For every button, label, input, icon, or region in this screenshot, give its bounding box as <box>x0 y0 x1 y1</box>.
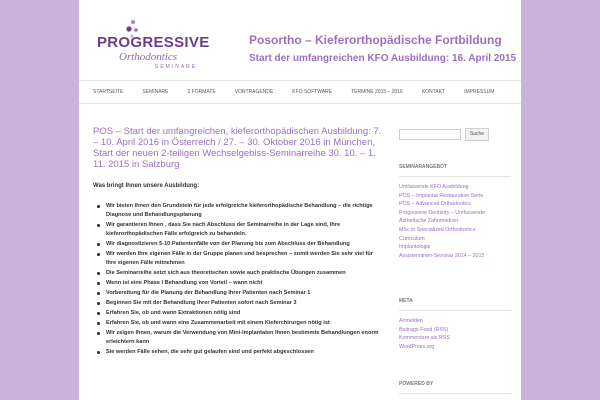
meta-widget-title: META <box>399 298 511 311</box>
list-item: Wir diagnostizieren 5-10 Patientenfälle von der Planung bis zum Abschluss der Behandlung <box>93 240 383 249</box>
list-item: Wenn ist eine Phase I Behandlung von Vorteil – wann nicht <box>93 279 383 288</box>
site-description: Start der umfangreichen KFO Ausbildung: 16. April 2015 <box>249 53 517 64</box>
list-item: Vorbereitung für die Planung der Behandlung Ihrer Patienten nach Seminar 1 <box>93 289 383 298</box>
meta-link[interactable]: Kommentare als RSS <box>399 335 450 342</box>
nav-item-kontakt[interactable]: KONTAKT <box>421 89 446 95</box>
list-item: Wir bieten Ihnen den Grundstein für jede erfolgreiche kieferorthopädische Behandlung – die richtige Diagnose und Behandlungsplanung <box>93 202 383 220</box>
page-container <box>79 0 521 400</box>
nav-item-startseite[interactable]: STARTSEITE <box>93 89 124 95</box>
benefits-list <box>93 202 383 358</box>
search-input[interactable] <box>399 129 461 140</box>
nav-item-seminare[interactable]: SEMINARE <box>142 89 169 95</box>
list-item: Erfahren Sie, ob und wann eine Zusammenarbeit mit einem Kieferchirurgen nötig ist <box>93 319 383 328</box>
powered-widget <box>399 381 511 400</box>
list-item: Erfahren Sie, ob und wann Extraktionen nötig sind <box>93 309 383 318</box>
nav-item-termine[interactable]: TERMINE 2015 – 2016 <box>351 89 403 95</box>
list-item: Wir zeigen Ihnen, warum die Verwendung von Mini-Implantaten Ihnen bestimmte Behandlungen enorm erleichtern kann <box>93 329 383 347</box>
nav-item-kfo-software[interactable]: KFO SOFTWARE <box>292 89 333 95</box>
meta-link[interactable]: Beitrags-Feed (RSS) <box>399 326 449 333</box>
nav-item-vortragende[interactable]: VORTRAGENDE <box>234 89 274 95</box>
sidebar-link[interactable]: Assistenninen-Seminar 2014 – 2015 <box>399 252 485 259</box>
logo-seminar: SEMINARE <box>155 64 198 70</box>
seminar-widget <box>399 164 511 260</box>
meta-widget <box>399 298 511 351</box>
sidebar-link[interactable]: Implantologie <box>399 244 431 251</box>
sidebar-link[interactable]: Curriculum <box>399 235 425 242</box>
list-item: Beginnen Sie mit der Behandlung Ihrer Patienten sofort nach Seminar 3 <box>93 299 383 308</box>
sidebar-link[interactable]: POS – Implantat Restauration Serie <box>399 192 484 199</box>
nav-item-formate[interactable]: 2 FORMATE <box>187 89 216 95</box>
sidebar-link[interactable]: POS – Advanced Orthodontics <box>399 201 471 208</box>
logo-subtitle: Orthodontics <box>119 51 178 63</box>
post-title[interactable]: POS – Start der umfangreichen, kieferorthopädischen Ausbildung: 7. – 10. April 2016 in Österreich / 27. – 30. Oktober 2016 in München, Start der neuen 2-teiligen Wechselgebiss-Seminarreihe 30. 10. – 1. 11. 2015 in Salzburg <box>93 126 382 170</box>
list-item: Sie werden Fälle sehen, die sehr gut gelaufen sind und perfekt abgeschlossen <box>93 348 383 357</box>
list-item: Wir garantieren Ihnen , dass Sie nach Abschluss der Seminarreihe in der Lage sind, Ihre kieferorthopädischen Fälle erfolgreich zu behandeln. <box>93 221 383 239</box>
site-logo[interactable] <box>97 18 247 70</box>
sidebar-link[interactable]: Progressive Dentistry – Umfassende <box>399 209 485 216</box>
sidebar-link[interactable]: Ästhetische Zahnmedizin <box>399 218 459 225</box>
powered-widget-title: POWERED BY <box>399 381 511 394</box>
post-intro: Was bringt Ihnen unsere Ausbildung: <box>93 183 200 189</box>
search-button[interactable]: Suche <box>465 128 489 141</box>
list-item: Wir werden Ihre eigenen Fälle in der Gruppe planen und besprechen – somit werden Sie sehr viel für Ihre eigenen Fälle mitnehmen <box>93 250 383 268</box>
meta-link[interactable]: WordPress.org <box>399 343 435 350</box>
meta-link[interactable]: Anmelden <box>399 318 423 324</box>
logo-wordmark: PROGRESSIVE <box>97 34 210 51</box>
site-title[interactable]: Posortho – Kieferorthopädische Fortbildung <box>249 33 502 47</box>
sidebar-link[interactable]: MSc in Specialized Orthodontics <box>399 226 476 233</box>
nav-item-impressum[interactable]: IMPRESSUM <box>464 89 495 95</box>
seminar-widget-title: SEMINARANGEBOT <box>399 164 511 177</box>
sidebar-link[interactable]: Umfassende KFO Ausbildung <box>399 184 469 190</box>
list-item: Die Seminarreihe setzt sich aus theoretischen sowie auch praktische Übungen zusammen <box>93 269 383 278</box>
main-nav <box>79 80 521 104</box>
